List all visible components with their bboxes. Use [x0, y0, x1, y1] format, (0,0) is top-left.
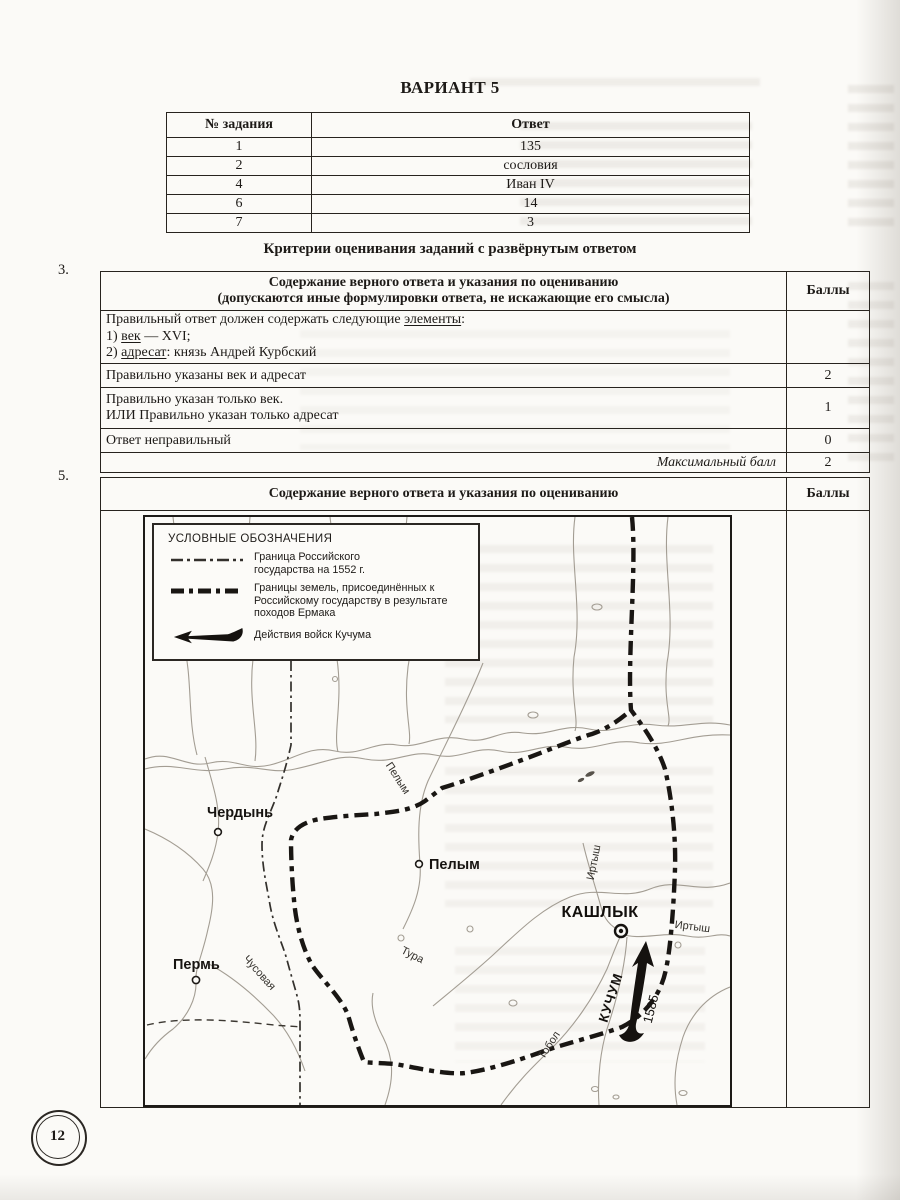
criterion-text: Ответ неправильный — [101, 429, 787, 453]
legend-item-border-1552 — [168, 551, 474, 576]
text-underlined: век — [121, 328, 141, 344]
legend-item-ermak-lands — [168, 582, 474, 620]
settlement-dot — [333, 677, 338, 682]
points-header: Баллы — [787, 478, 870, 511]
river-label-irtysh-upper: Иртыш — [584, 843, 604, 882]
page-number: 12 — [36, 1115, 80, 1159]
river-kama — [145, 829, 213, 1059]
capital-marker-kashlyk-dot — [619, 929, 623, 933]
task5-number: 5. — [58, 468, 69, 484]
task5-criteria-table — [100, 477, 870, 1108]
city-label-cherdyn: Чердынь — [207, 805, 274, 821]
task-answer: Иван IV — [312, 176, 750, 195]
lake — [592, 1087, 599, 1092]
criterion-points: 2 — [787, 364, 870, 388]
task3-criteria-table — [100, 271, 870, 473]
criteria-header-note: (допускаются иные формулировки ответа, не искажающие его смысла) — [217, 291, 670, 306]
city-label-perm: Пермь — [173, 957, 220, 973]
table-row — [101, 429, 870, 453]
task-answer: 135 — [312, 138, 750, 157]
river — [573, 517, 577, 731]
criteria-heading: Критерии оценивания заданий с развёрнутым ответом — [263, 241, 637, 257]
answer-intro — [106, 312, 781, 329]
criterion-points: 1 — [787, 388, 870, 429]
legend-label: Граница Российского государства на 1552 г. — [254, 551, 366, 576]
city-label-pelym: Пелым — [429, 857, 480, 873]
dark-lake — [585, 770, 596, 778]
criterion-line: ИЛИ Правильно указан только адресат — [106, 408, 339, 423]
river — [675, 987, 730, 1105]
criterion-text — [101, 388, 787, 429]
criteria-header — [101, 272, 787, 311]
text-underlined: элементы — [404, 312, 462, 328]
river-pelym — [403, 663, 483, 929]
table-header-row — [101, 272, 870, 311]
city-marker-cherdyn — [215, 829, 222, 836]
lake — [528, 712, 538, 718]
legend-label: Границы земель, присоединённых к Российскому государству в результате походов Ермака — [254, 582, 448, 619]
settlement-dot — [398, 935, 404, 941]
task-number: 7 — [167, 214, 312, 233]
criteria-header-title: Содержание верного ответа и указания по оцениванию — [268, 275, 619, 290]
river-label-irtysh-lower: Иртыш — [673, 918, 711, 936]
lake — [613, 1095, 619, 1099]
task-number: 2 — [167, 157, 312, 176]
correct-answer-cell — [101, 311, 787, 364]
river-label-tura: Тура — [399, 944, 426, 967]
river-label-tobol: Тобол — [536, 1029, 563, 1062]
criteria-header: Содержание верного ответа и указания по оцениванию — [101, 478, 787, 511]
text-underlined: адресат — [121, 345, 167, 361]
arrow-sample — [168, 626, 254, 649]
variant-title: ВАРИАНТ 5 — [400, 78, 500, 97]
answer-element-1 — [106, 329, 781, 346]
dark-lake — [577, 777, 585, 783]
capital-label-kashlyk: КАШЛЫК — [561, 904, 639, 921]
table-row — [101, 364, 870, 388]
legend-title: УСЛОВНЫЕ ОБОЗНАЧЕНИЯ — [168, 533, 333, 545]
table-row — [101, 511, 870, 1108]
table-row — [101, 388, 870, 429]
task-answer: 14 — [312, 195, 750, 214]
river-label-chusovaya: Чусовая — [240, 953, 278, 993]
task-answer: 3 — [312, 214, 750, 233]
task-number: 1 — [167, 138, 312, 157]
text: : — [461, 312, 466, 328]
scan-edge-shadow — [0, 1174, 900, 1200]
table-row — [167, 138, 750, 157]
scan-edge-shadow — [856, 0, 900, 1200]
river-chusovaya — [209, 964, 305, 1071]
thick-dashdot-line-sample — [168, 582, 254, 600]
max-points-label: Максимальный балл — [101, 453, 787, 473]
answers-col-answer: Ответ — [312, 113, 750, 138]
answers-table — [166, 112, 750, 233]
task-number: 4 — [167, 176, 312, 195]
criterion-text: Правильно указаны век и адресат — [101, 364, 787, 388]
map-legend — [152, 523, 480, 661]
table-header-row — [101, 478, 870, 511]
river-irtysh-lower — [621, 934, 730, 937]
table-row — [167, 176, 750, 195]
text: 2) — [106, 345, 122, 361]
legend-item-kuchum-actions — [168, 626, 474, 649]
task-answer: сословия — [312, 157, 750, 176]
river-label-pelym: Пелым — [382, 760, 413, 797]
river-tura — [433, 883, 730, 1006]
settlement-dot — [675, 942, 681, 948]
criterion-line: Правильно указан только век. — [106, 391, 284, 407]
table-row — [101, 453, 870, 473]
lake — [679, 1091, 687, 1096]
answers-col-task: № задания — [167, 113, 312, 138]
task3-number: 3. — [58, 262, 69, 278]
map-cell — [101, 511, 787, 1108]
year-label-1585: 1585 — [639, 993, 662, 1025]
river-branch — [145, 735, 730, 771]
river — [666, 517, 670, 726]
settlement-dot — [467, 926, 473, 932]
text: : князь Андрей Курбский — [166, 345, 317, 361]
legend-label: Действия войск Кучума — [254, 628, 372, 641]
page-number-badge — [31, 1110, 87, 1166]
river — [372, 993, 391, 1105]
max-points-value: 2 — [787, 453, 870, 473]
text: Правильный ответ должен содержать следующие — [106, 312, 405, 328]
kuchum-label: КУЧУМ — [595, 970, 626, 1025]
task-number: 6 — [167, 195, 312, 214]
thin-dashdot-line-sample — [168, 551, 254, 569]
lake — [592, 604, 602, 610]
criterion-points: 0 — [787, 429, 870, 453]
table-header-row — [167, 113, 750, 138]
answer-element-2 — [106, 345, 781, 362]
lake — [509, 1000, 517, 1006]
table-row — [167, 214, 750, 233]
historical-map — [143, 515, 732, 1107]
city-marker-pelym — [416, 861, 423, 868]
table-row — [167, 157, 750, 176]
text: — XVI; — [140, 328, 191, 344]
table-row — [167, 195, 750, 214]
table-row — [101, 311, 870, 364]
city-marker-perm — [192, 976, 199, 983]
text: 1) — [106, 328, 122, 344]
points-header: Баллы — [787, 272, 870, 311]
dashed-boundary-line — [147, 1020, 300, 1027]
